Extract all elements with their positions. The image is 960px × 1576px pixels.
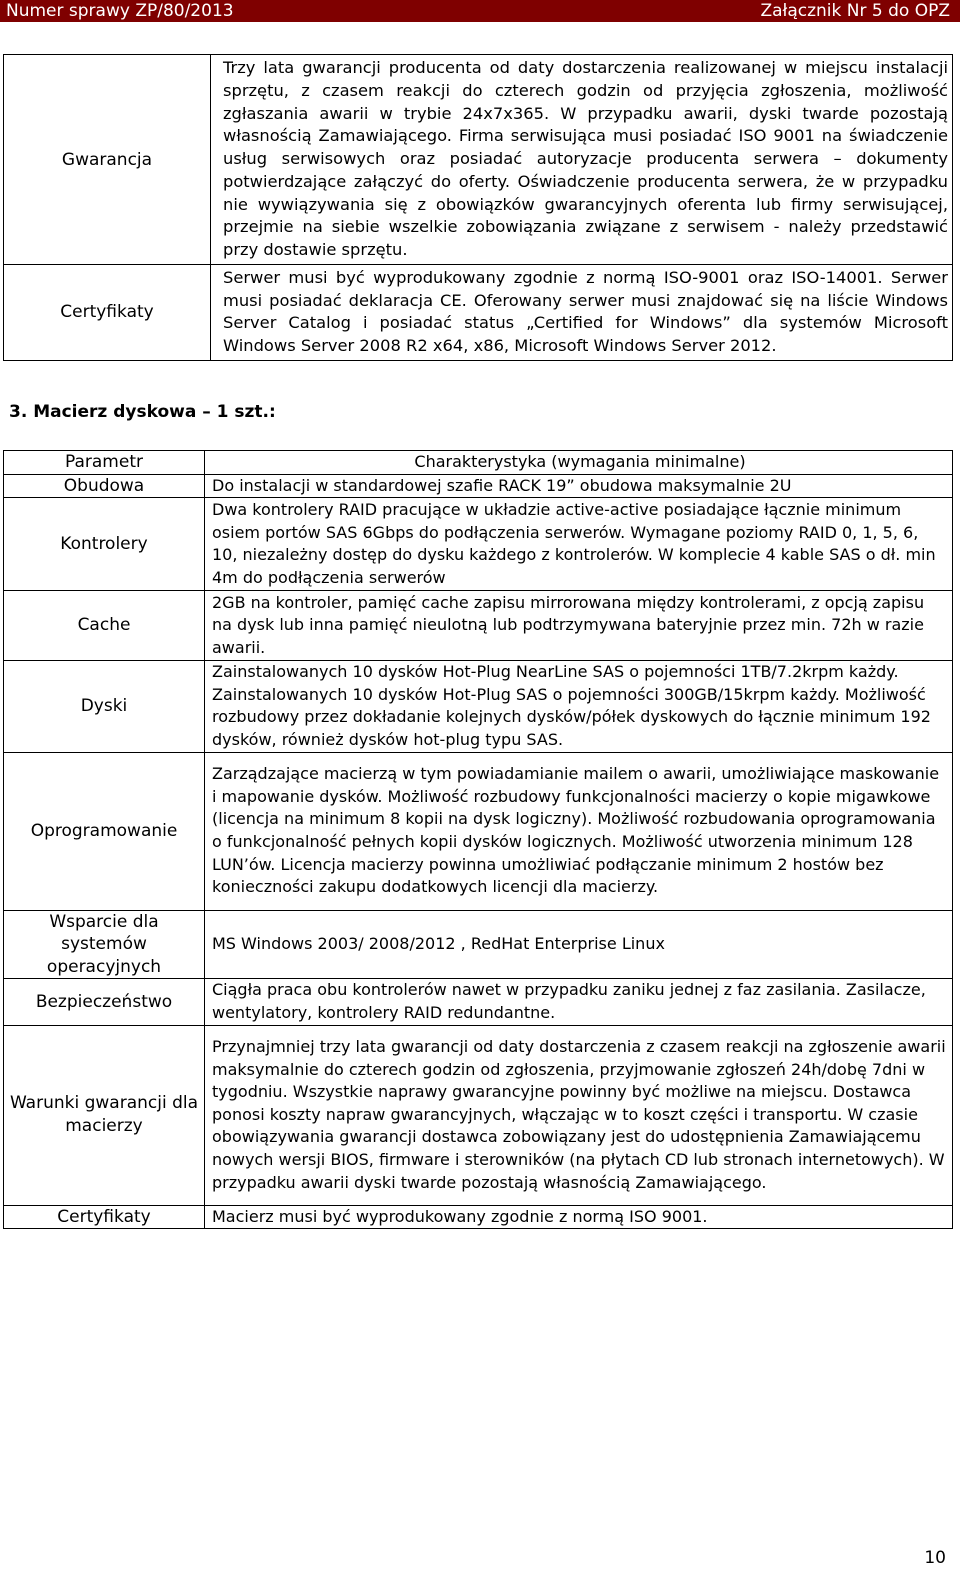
- page-number: 10: [924, 1548, 946, 1568]
- server-requirements-table: [3, 54, 953, 361]
- row-text: MS Windows 2003/ 2008/2012 , RedHat Enterprise Linux: [205, 910, 953, 979]
- row-label: Obudowa: [4, 474, 205, 498]
- table-header-row: [4, 451, 953, 475]
- table-row: [4, 1025, 953, 1205]
- row-label: Wsparcie dla systemów operacyjnych: [4, 910, 205, 979]
- table-row: [4, 910, 953, 979]
- row-text: Macierz musi być wyprodukowany zgodnie z normą ISO 9001.: [205, 1205, 953, 1229]
- row-label: Oprogramowanie: [4, 752, 205, 910]
- row-text: Ciągła praca obu kontrolerów nawet w przypadku zaniku jednej z faz zasilania. Zasilacze, wentylatory, kontrolery RAID redundantne.: [205, 979, 953, 1025]
- row-text: Serwer musi być wyprodukowany zgodnie z normą ISO-9001 oraz ISO-14001. Serwer musi posiadać deklaracja CE. Oferowany serwer musi znajdować się na liście Windows Server Catalog i posiadać status „Certified for Windows” dla systemów Microsoft Windows Server 2008 R2 x64, x86, Microsoft Windows Server 2012.: [211, 265, 953, 361]
- table-row: [4, 979, 953, 1025]
- row-label: Warunki gwarancji dla macierzy: [4, 1025, 205, 1205]
- row-label: Cache: [4, 591, 205, 661]
- section-title: 3. Macierz dyskowa – 1 szt.:: [9, 402, 276, 422]
- row-text: Przynajmniej trzy lata gwarancji od daty dostarczenia z czasem reakcji na zgłoszenie awarii maksymalnie do czterech godzin od zgłoszenia, przyjmowanie zgłoszeń 24h/dobę 7dni w tygodniu. Wszystkie naprawy gwarancyjne powinny być możliwe na miejscu. Dostawca ponosi koszty napraw gwarancyjnych, włączając w to koszt części i transportu. W czasie obowiązywania gwarancji dostawca zobowiązany jest do udostępnienia Zamawiającemu nowych wersji BIOS, firmware i sterowników (na płytach CD lub stronach internetowych). W przypadku awarii dyski twarde pozostają własnością Zamawiającego.: [205, 1025, 953, 1205]
- row-text: 2GB na kontroler, pamięć cache zapisu mirrorowana między kontrolerami, z opcją zapisu na dysk lub inna pamięć nieulotną lub podtrzymywana bateryjnie przez min. 72h w razie awarii.: [205, 591, 953, 661]
- row-text: Zainstalowanych 10 dysków Hot-Plug NearLine SAS o pojemności 1TB/7.2krpm każdy. Zainstalowanych 10 dysków Hot-Plug SAS o pojemności 300GB/15krpm każdy. Możliwość rozbudowy przez dokładanie kolejnych dysków/półek dyskowych do łącznie minimum 192 dysków, również dysków hot-plug typu SAS.: [205, 661, 953, 752]
- disk-array-table: [3, 450, 953, 1229]
- row-text: Trzy lata gwarancji producenta od daty dostarczenia realizowanej w miejscu instalacji sprzętu, z czasem reakcji do czterech godzin od przyjęcia zgłoszenia, możliwość zgłaszania awarii w trybie 24x7x365. W przypadku awarii, dyski twarde pozostają własnością Zamawiającego. Firma serwisująca musi posiadać ISO 9001 na świadczenie usług serwisowych oraz posiadać autoryzacje producenta serwera – dokumenty potwierdzające załączyć do oferty. Oświadczenie producenta serwera, że w przypadku nie wywiązywania się z obowiązków gwarancyjnych oferenta lub firmy serwisującej, przejmie na siebie wszelkie zobowiązania związane z serwisem - należy przedstawić przy dostawie sprzętu.: [211, 55, 953, 265]
- table-row: [4, 1205, 953, 1229]
- table-row: [4, 661, 953, 752]
- row-label: Certyfikaty: [4, 265, 211, 361]
- row-label: Dyski: [4, 661, 205, 752]
- table-row: [4, 752, 953, 910]
- row-label: Bezpieczeństwo: [4, 979, 205, 1025]
- row-label: Gwarancja: [4, 55, 211, 265]
- case-number: Numer sprawy ZP/80/2013: [6, 1, 234, 21]
- table-row: [4, 474, 953, 498]
- table-row: [4, 591, 953, 661]
- table-row: [4, 498, 953, 591]
- row-text: Dwa kontrolery RAID pracujące w układzie active-active posiadające łącznie minimum osiem portów SAS 6Gbps do podłączenia serwerów. Wymagane poziomy RAID 0, 1, 5, 6, 10, niezależny dostęp do dysku każdego z kontrolerów. W komplecie 4 kable SAS o dł. min 4m do podłączenia serwerów: [205, 498, 953, 591]
- table-row: [4, 265, 953, 361]
- row-label: Certyfikaty: [4, 1205, 205, 1229]
- attachment-label: Załącznik Nr 5 do OPZ: [760, 1, 950, 21]
- column-header-param: Parametr: [4, 451, 205, 475]
- row-text: Zarządzające macierzą w tym powiadamianie mailem o awarii, umożliwiające maskowanie i mapowanie dysków. Możliwość rozbudowy funkcjonalności macierzy o kopie migawkowe (licencja na minimum 8 kopii na dysk logiczny). Możliwość rozbudowania oprogramowania o funkcjonalność pełnych kopii dysków logicznych. Możliwość utworzenia minimum 128 LUN’ów. Licencja macierzy powinna umożliwiać podłączanie minimum 2 hostów bez konieczności zakupu dodatkowych licencji dla macierzy.: [205, 752, 953, 910]
- column-header-desc: Charakterystyka (wymagania minimalne): [205, 451, 953, 475]
- row-label: Kontrolery: [4, 498, 205, 591]
- table-row: [4, 55, 953, 265]
- row-text: Do instalacji w standardowej szafie RACK 19” obudowa maksymalnie 2U: [205, 474, 953, 498]
- page-header: [0, 0, 960, 22]
